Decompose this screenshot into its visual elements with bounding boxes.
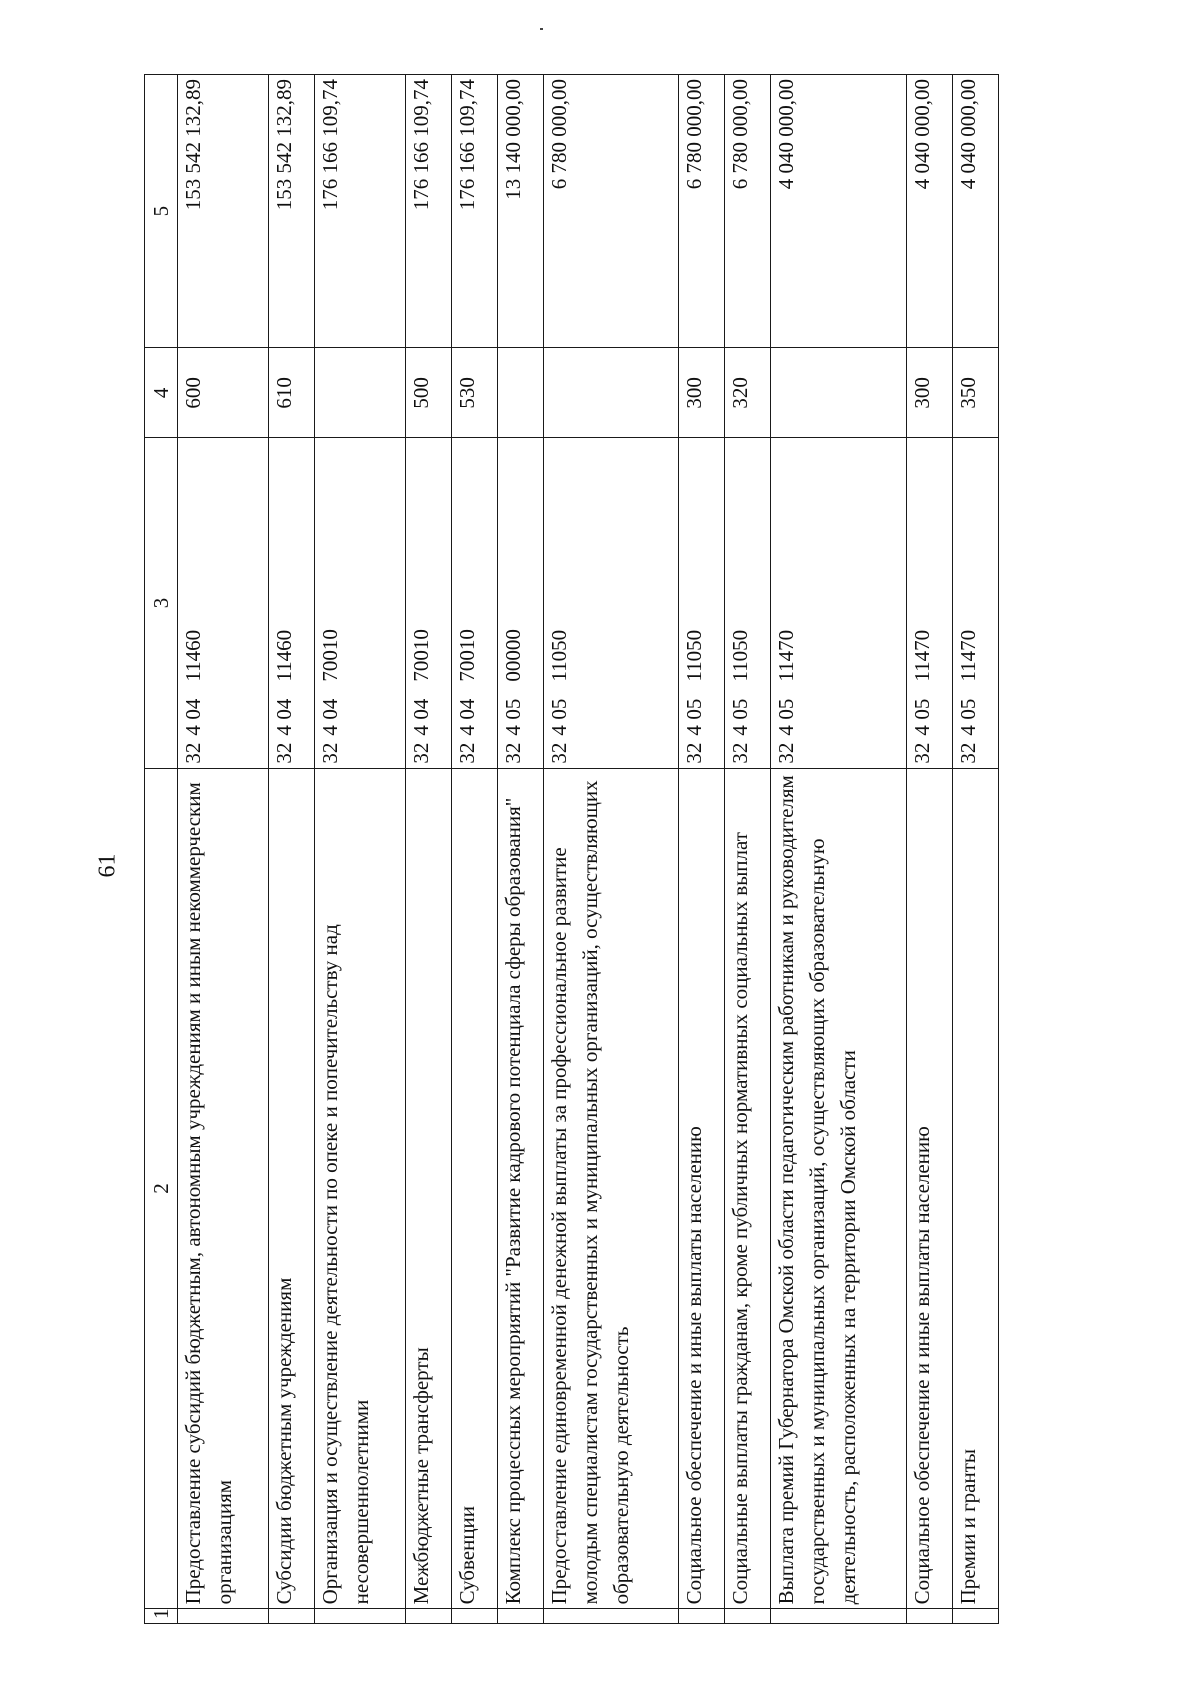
row-amount: 4 040 000,00 — [952, 75, 998, 348]
budget-table-container — [144, 74, 999, 1624]
page-number: 61 — [94, 853, 121, 878]
code-part-1: 32 — [408, 742, 433, 764]
table-row — [451, 75, 497, 1624]
code-part-2: 4 — [317, 725, 342, 736]
code-part-1: 32 — [909, 742, 934, 764]
row-amount: 6 780 000,00 — [725, 75, 771, 348]
table-row — [497, 75, 543, 1624]
row-expense-type: 300 — [679, 348, 725, 438]
row-index-cell — [451, 1609, 497, 1624]
code-part-3: 05 — [500, 698, 525, 720]
row-description: Организация и осуществление деятельности по опеке и попечительству над несовершеннолетними — [314, 768, 405, 1609]
row-classification-code — [771, 438, 906, 768]
budget-table — [144, 74, 999, 1624]
code-part-3: 04 — [271, 698, 296, 720]
code-part-4: 11470 — [909, 629, 934, 682]
row-index-cell — [268, 1609, 314, 1624]
row-description: Предоставление единовременной денежной выплаты за профессиональное развитие молодым специалистам государственных и муниципальных организаций, осуществляющих образовательную деятельность — [543, 768, 678, 1609]
code-part-4: 11470 — [955, 629, 980, 682]
code-part-4: 00000 — [500, 629, 525, 682]
row-index-cell — [314, 1609, 405, 1624]
row-index-cell — [725, 1609, 771, 1624]
code-part-2: 4 — [774, 725, 799, 736]
budget-table-rotated — [144, 74, 999, 1624]
code-part-3: 04 — [454, 698, 479, 720]
code-part-3: 04 — [408, 698, 433, 720]
row-description: Предоставление субсидий бюджетным, автономным учреждениям и иным некоммерческим организациям — [178, 768, 269, 1609]
row-amount: 153 542 132,89 — [268, 75, 314, 348]
code-part-2: 4 — [500, 725, 525, 736]
row-classification-code — [451, 438, 497, 768]
code-part-2: 4 — [271, 725, 296, 736]
code-part-3: 05 — [955, 698, 980, 720]
code-part-1: 32 — [271, 742, 296, 764]
row-index-cell — [906, 1609, 952, 1624]
table-row — [679, 75, 725, 1624]
code-part-4: 11050 — [728, 629, 753, 682]
code-part-4: 70010 — [317, 629, 342, 682]
header-col-4: 4 — [145, 348, 178, 438]
code-part-2: 4 — [181, 725, 205, 736]
table-row — [725, 75, 771, 1624]
code-part-4: 70010 — [408, 629, 433, 682]
code-part-3: 05 — [728, 698, 753, 720]
row-amount: 4 040 000,00 — [771, 75, 906, 348]
table-row — [906, 75, 952, 1624]
row-index-cell — [952, 1609, 998, 1624]
row-expense-type — [314, 348, 405, 438]
row-classification-code — [268, 438, 314, 768]
table-row — [268, 75, 314, 1624]
row-expense-type: 610 — [268, 348, 314, 438]
row-amount: 176 166 109,74 — [314, 75, 405, 348]
code-part-3: 04 — [317, 698, 342, 720]
row-description: Межбюджетные трансферты — [405, 768, 451, 1609]
table-row — [314, 75, 405, 1624]
header-col-1: 1 — [145, 1609, 178, 1624]
code-part-2: 4 — [728, 725, 753, 736]
table-row — [952, 75, 998, 1624]
code-part-1: 32 — [728, 742, 753, 764]
scan-speck — [540, 28, 543, 30]
row-amount: 6 780 000,00 — [543, 75, 678, 348]
row-expense-type: 300 — [906, 348, 952, 438]
table-row — [543, 75, 678, 1624]
row-classification-code — [906, 438, 952, 768]
code-part-1: 32 — [774, 742, 799, 764]
row-classification-code — [725, 438, 771, 768]
code-part-3: 05 — [774, 698, 799, 720]
code-part-4: 11460 — [271, 629, 296, 682]
row-amount: 153 542 132,89 — [178, 75, 269, 348]
code-part-2: 4 — [546, 725, 571, 736]
row-index-cell — [497, 1609, 543, 1624]
code-part-4: 11470 — [774, 629, 799, 682]
row-classification-code — [405, 438, 451, 768]
row-index-cell — [679, 1609, 725, 1624]
table-header-row — [145, 75, 178, 1624]
code-part-4: 11050 — [682, 629, 707, 682]
row-classification-code — [679, 438, 725, 768]
code-part-3: 05 — [682, 698, 707, 720]
header-col-5: 5 — [145, 75, 178, 348]
row-expense-type: 500 — [405, 348, 451, 438]
row-classification-code — [497, 438, 543, 768]
row-expense-type — [771, 348, 906, 438]
code-part-4: 11050 — [546, 629, 571, 682]
code-part-1: 32 — [546, 742, 571, 764]
budget-table-body — [145, 75, 999, 1624]
code-part-4: 11460 — [181, 629, 205, 682]
code-part-1: 32 — [181, 742, 205, 764]
row-index-cell — [771, 1609, 906, 1624]
row-description: Комплекс процессных мероприятий "Развитие кадрового потенциала сферы образования" — [497, 768, 543, 1609]
row-classification-code — [952, 438, 998, 768]
table-row — [771, 75, 906, 1624]
code-part-2: 4 — [682, 725, 707, 736]
row-description: Выплата премий Губернатора Омской области педагогическим работникам и руководителям государственных и муниципальных организаций, осуществляющих образовательную деятельность, расположенных на территории Омской области — [771, 768, 906, 1609]
row-description: Премии и гранты — [952, 768, 998, 1609]
row-expense-type: 350 — [952, 348, 998, 438]
code-part-4: 70010 — [454, 629, 479, 682]
row-index-cell — [543, 1609, 678, 1624]
row-description: Социальное обеспечение и иные выплаты населению — [679, 768, 725, 1609]
code-part-2: 4 — [909, 725, 934, 736]
code-part-3: 04 — [181, 698, 205, 720]
code-part-2: 4 — [955, 725, 980, 736]
code-part-1: 32 — [317, 742, 342, 764]
row-expense-type: 320 — [725, 348, 771, 438]
header-col-3: 3 — [145, 438, 178, 768]
row-description: Социальные выплаты гражданам, кроме публичных нормативных социальных выплат — [725, 768, 771, 1609]
code-part-1: 32 — [500, 742, 525, 764]
code-part-1: 32 — [682, 742, 707, 764]
row-expense-type — [543, 348, 678, 438]
row-index-cell — [405, 1609, 451, 1624]
row-index-cell — [178, 1609, 269, 1624]
row-classification-code — [543, 438, 678, 768]
row-expense-type — [497, 348, 543, 438]
table-row — [178, 75, 269, 1624]
table-row — [405, 75, 451, 1624]
header-col-2: 2 — [145, 768, 178, 1609]
row-description: Социальное обеспечение и иные выплаты населению — [906, 768, 952, 1609]
row-expense-type: 530 — [451, 348, 497, 438]
row-classification-code — [314, 438, 405, 768]
row-amount: 6 780 000,00 — [679, 75, 725, 348]
row-classification-code — [178, 438, 269, 768]
row-expense-type: 600 — [178, 348, 269, 438]
code-part-1: 32 — [454, 742, 479, 764]
code-part-3: 05 — [909, 698, 934, 720]
code-part-2: 4 — [408, 725, 433, 736]
code-part-3: 05 — [546, 698, 571, 720]
row-amount: 13 140 000,00 — [497, 75, 543, 348]
row-description: Субвенции — [451, 768, 497, 1609]
code-part-2: 4 — [454, 725, 479, 736]
row-amount: 176 166 109,74 — [451, 75, 497, 348]
row-amount: 176 166 109,74 — [405, 75, 451, 348]
code-part-1: 32 — [955, 742, 980, 764]
row-description: Субсидии бюджетным учреждениям — [268, 768, 314, 1609]
row-amount: 4 040 000,00 — [906, 75, 952, 348]
